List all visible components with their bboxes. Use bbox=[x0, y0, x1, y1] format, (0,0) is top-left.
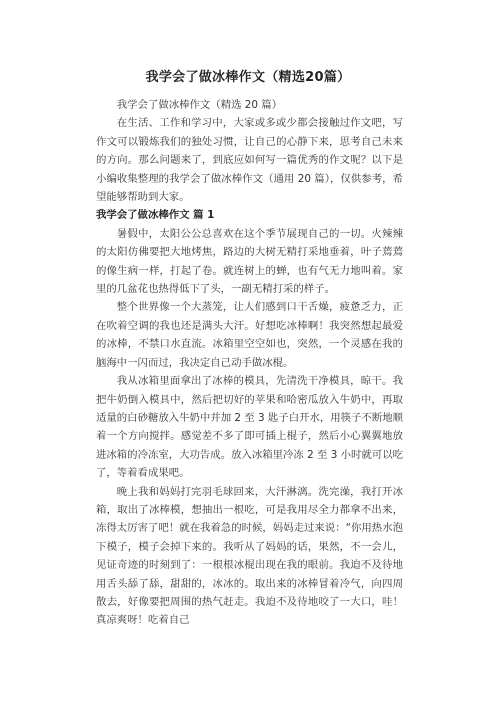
body-paragraph-3: 我从冰箱里面拿出了冰棒的模具，先清洗干净模具，晾干。我把牛奶倒入模具中，然后把切好的苹果和哈密瓜放入牛奶中，再取适量的白砂糖放入牛奶中并加 2 至 3 匙子白开水，用筷子不断地顺着一个方向搅拌。感觉差不多了即可插上棍子，然后小心翼翼地放进冰箱的冷冻室，大功告成。放入冰箱里冷冻 2 至 3 小时就可以吃了，等着看成果吧。 bbox=[96, 375, 403, 480]
intro-paragraph: 在生活、工作和学习中，大家或多或少都会接触过作文吧，写作文可以锻炼我们的独处习惯，让自己的心静下来，思考自己未来的方向。那么问题来了，到底应如何写一篇优秀的作文呢？以下是小编收集整理的我学会了做冰棒作文（通用 20 篇），仅供参考，希望能够帮助到大家。 bbox=[96, 117, 403, 204]
body-paragraph-2: 整个世界像一个大蒸笼，让人们感到口干舌燥，疲惫乏力，正在吹着空调的我也还是满头大汗。好想吃冰棒啊！我突然想起最爱的冰棒，不禁口水直流。冰箱里空空如也，突然，一个灵感在我的脑海中一闪而过，我决定自己动手做冰棍。 bbox=[96, 301, 403, 369]
body-paragraph-1: 暑假中，太阳公公总喜欢在这个季节展现自己的一切。火辣辣的太阳仿佛要把大地烤焦，路边的大树无精打采地垂着，叶子蔫蔫的像生病一样，打起了卷。就连树上的蝉，也有气无力地叫着。家里的几盆花也热得低下了头，一副无精打采的样子。 bbox=[96, 227, 403, 296]
document-body bbox=[96, 96, 403, 630]
section-heading: 我学会了做冰棒作文 篇 1 bbox=[96, 209, 215, 222]
document-title: 我学会了做冰棒作文（精选20篇） bbox=[145, 70, 351, 85]
body-paragraph-4: 晚上我和妈妈打完羽毛球回来，大汗淋漓。洗完澡，我打开冰箱，取出了冰棒模，想抽出一根吃，可是我用尽全力都拿不出来，冻得太厉害了吧！就在我着急的时候，妈妈走过来说：“你用热水泡下模子，模子会掉下来的。我听从了妈妈的话，果然，不一会儿，见证奇迹的时刻到了：一根根冰棍出现在我的眼前。我迫不及待地用舌头舔了舔，甜甜的，冰冰的。取出来的冰棒冒着冷气，向四周散去，好像要把周围的热气赶走。我迫不及待地咬了一大口，哇！真凉爽呀！吃着自己 bbox=[96, 485, 403, 627]
intro-subtitle: 我学会了做冰棒作文（精选 20 篇） bbox=[116, 99, 283, 111]
